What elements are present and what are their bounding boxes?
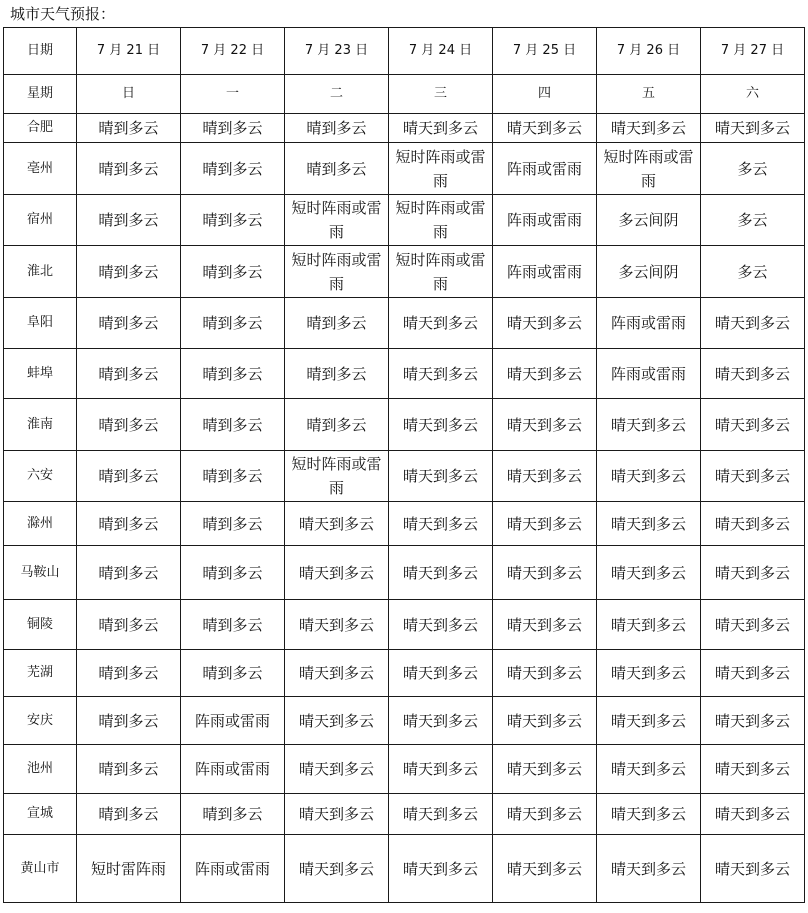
city-name-cell: 宿州 <box>4 195 77 246</box>
forecast-cell: 晴天到多云 <box>701 114 805 143</box>
forecast-cell: 多云间阴 <box>597 195 701 246</box>
forecast-cell: 晴天到多云 <box>701 600 805 650</box>
forecast-cell: 阵雨或雷雨 <box>493 143 597 195</box>
table-row <box>4 114 805 143</box>
forecast-cell: 晴到多云 <box>77 546 181 600</box>
forecast-cell: 阵雨或雷雨 <box>493 246 597 298</box>
forecast-cell: 晴到多云 <box>181 399 285 451</box>
table-row <box>4 349 805 399</box>
weather-forecast-table <box>3 27 805 903</box>
forecast-cell: 晴到多云 <box>77 298 181 349</box>
table-row <box>4 745 805 794</box>
forecast-cell: 晴天到多云 <box>493 835 597 903</box>
forecast-cell: 晴天到多云 <box>389 451 493 502</box>
forecast-cell: 晴天到多云 <box>701 399 805 451</box>
table-row <box>4 697 805 745</box>
city-name-cell: 芜湖 <box>4 650 77 697</box>
city-name-cell: 宣城 <box>4 794 77 835</box>
forecast-cell: 晴天到多云 <box>493 451 597 502</box>
forecast-cell: 晴天到多云 <box>597 697 701 745</box>
forecast-cell: 晴到多云 <box>181 246 285 298</box>
forecast-cell: 晴天到多云 <box>701 650 805 697</box>
forecast-cell: 晴到多云 <box>285 349 389 399</box>
forecast-cell: 阵雨或雷雨 <box>597 298 701 349</box>
weekday-header-label: 星期 <box>4 75 77 114</box>
forecast-cell: 晴到多云 <box>181 794 285 835</box>
date-cell: 7 月 21 日 <box>77 28 181 75</box>
forecast-cell: 晴到多云 <box>77 794 181 835</box>
date-header-label: 日期 <box>4 28 77 75</box>
table-row <box>4 143 805 195</box>
forecast-cell: 晴到多云 <box>285 298 389 349</box>
city-name-cell: 蚌埠 <box>4 349 77 399</box>
forecast-cell: 晴天到多云 <box>389 835 493 903</box>
weekday-cell: 二 <box>285 75 389 114</box>
forecast-cell: 晴到多云 <box>77 502 181 546</box>
forecast-cell: 晴天到多云 <box>285 745 389 794</box>
date-cell: 7 月 26 日 <box>597 28 701 75</box>
forecast-cell: 晴天到多云 <box>389 399 493 451</box>
weekday-cell: 五 <box>597 75 701 114</box>
city-name-cell: 六安 <box>4 451 77 502</box>
forecast-cell: 晴到多云 <box>77 399 181 451</box>
forecast-cell: 晴到多云 <box>77 745 181 794</box>
forecast-cell: 晴天到多云 <box>285 546 389 600</box>
table-row <box>4 502 805 546</box>
forecast-cell: 晴到多云 <box>181 546 285 600</box>
forecast-cell: 晴天到多云 <box>285 600 389 650</box>
forecast-cell: 晴天到多云 <box>285 502 389 546</box>
weekday-cell: 四 <box>493 75 597 114</box>
forecast-cell: 晴到多云 <box>77 114 181 143</box>
city-name-cell: 安庆 <box>4 697 77 745</box>
forecast-cell: 晴天到多云 <box>701 835 805 903</box>
forecast-cell: 晴天到多云 <box>597 745 701 794</box>
date-cell: 7 月 25 日 <box>493 28 597 75</box>
forecast-cell: 多云 <box>701 195 805 246</box>
forecast-cell: 晴到多云 <box>181 349 285 399</box>
forecast-cell: 短时阵雨或雷雨 <box>285 246 389 298</box>
forecast-cell: 晴天到多云 <box>389 600 493 650</box>
forecast-cell: 晴天到多云 <box>597 650 701 697</box>
forecast-cell: 晴到多云 <box>77 246 181 298</box>
forecast-cell: 晴天到多云 <box>493 349 597 399</box>
forecast-cell: 阵雨或雷雨 <box>597 349 701 399</box>
forecast-cell: 晴天到多云 <box>597 114 701 143</box>
date-header-row <box>4 28 805 75</box>
weekday-row <box>4 75 805 114</box>
forecast-cell: 晴天到多云 <box>389 298 493 349</box>
city-name-cell: 铜陵 <box>4 600 77 650</box>
forecast-cell: 晴到多云 <box>285 114 389 143</box>
forecast-cell: 晴天到多云 <box>701 502 805 546</box>
weekday-cell: 三 <box>389 75 493 114</box>
table-row <box>4 399 805 451</box>
forecast-cell: 晴到多云 <box>181 143 285 195</box>
forecast-cell: 晴到多云 <box>77 143 181 195</box>
table-row <box>4 794 805 835</box>
forecast-cell: 阵雨或雷雨 <box>181 697 285 745</box>
forecast-cell: 晴天到多云 <box>389 349 493 399</box>
forecast-cell: 阵雨或雷雨 <box>181 745 285 794</box>
forecast-cell: 晴到多云 <box>77 451 181 502</box>
table-row <box>4 195 805 246</box>
forecast-cell: 晴天到多云 <box>493 745 597 794</box>
forecast-cell: 晴到多云 <box>77 195 181 246</box>
city-name-cell: 马鞍山 <box>4 546 77 600</box>
city-name-cell: 阜阳 <box>4 298 77 349</box>
forecast-cell: 多云 <box>701 143 805 195</box>
forecast-cell: 短时阵雨或雷雨 <box>389 246 493 298</box>
forecast-cell: 晴到多云 <box>181 451 285 502</box>
forecast-cell: 短时阵雨或雷雨 <box>285 195 389 246</box>
forecast-cell: 晴天到多云 <box>701 697 805 745</box>
table-row <box>4 835 805 903</box>
forecast-cell: 晴天到多云 <box>389 546 493 600</box>
city-name-cell: 池州 <box>4 745 77 794</box>
forecast-cell: 晴到多云 <box>181 114 285 143</box>
forecast-cell: 晴到多云 <box>285 399 389 451</box>
forecast-cell: 晴到多云 <box>77 349 181 399</box>
city-name-cell: 淮南 <box>4 399 77 451</box>
forecast-cell: 晴天到多云 <box>597 502 701 546</box>
table-row <box>4 650 805 697</box>
forecast-cell: 晴天到多云 <box>493 600 597 650</box>
city-name-cell: 淮北 <box>4 246 77 298</box>
city-name-cell: 滁州 <box>4 502 77 546</box>
weekday-cell: 一 <box>181 75 285 114</box>
forecast-cell: 晴天到多云 <box>389 697 493 745</box>
forecast-cell: 晴天到多云 <box>493 697 597 745</box>
forecast-cell: 晴天到多云 <box>597 399 701 451</box>
forecast-cell: 晴天到多云 <box>701 794 805 835</box>
forecast-cell: 晴天到多云 <box>597 794 701 835</box>
forecast-cell: 晴天到多云 <box>493 399 597 451</box>
forecast-cell: 晴天到多云 <box>701 298 805 349</box>
forecast-cell: 短时阵雨或雷雨 <box>389 143 493 195</box>
forecast-cell: 晴天到多云 <box>389 114 493 143</box>
forecast-cell: 多云 <box>701 246 805 298</box>
forecast-cell: 晴天到多云 <box>285 794 389 835</box>
forecast-cell: 阵雨或雷雨 <box>181 835 285 903</box>
table-row <box>4 246 805 298</box>
forecast-cell: 晴到多云 <box>77 697 181 745</box>
forecast-cell: 晴到多云 <box>285 143 389 195</box>
forecast-cell: 晴天到多云 <box>493 650 597 697</box>
city-name-cell: 合肥 <box>4 114 77 143</box>
forecast-cell: 晴到多云 <box>181 298 285 349</box>
forecast-cell: 晴天到多云 <box>285 650 389 697</box>
forecast-cell: 晴天到多云 <box>597 546 701 600</box>
forecast-cell: 阵雨或雷雨 <box>493 195 597 246</box>
weekday-cell: 六 <box>701 75 805 114</box>
forecast-cell: 短时阵雨或雷雨 <box>597 143 701 195</box>
forecast-cell: 晴天到多云 <box>701 451 805 502</box>
forecast-cell: 晴天到多云 <box>389 745 493 794</box>
forecast-cell: 晴天到多云 <box>389 502 493 546</box>
forecast-cell: 晴到多云 <box>77 650 181 697</box>
forecast-cell: 晴到多云 <box>181 502 285 546</box>
date-cell: 7 月 23 日 <box>285 28 389 75</box>
forecast-cell: 晴天到多云 <box>597 600 701 650</box>
table-row <box>4 298 805 349</box>
city-name-cell: 亳州 <box>4 143 77 195</box>
table-row <box>4 600 805 650</box>
forecast-cell: 晴天到多云 <box>701 745 805 794</box>
forecast-cell: 晴天到多云 <box>493 546 597 600</box>
forecast-cell: 晴天到多云 <box>493 298 597 349</box>
weekday-cell: 日 <box>77 75 181 114</box>
city-name-cell: 黄山市 <box>4 835 77 903</box>
forecast-cell: 晴天到多云 <box>701 349 805 399</box>
forecast-cell: 晴天到多云 <box>285 835 389 903</box>
forecast-cell: 短时阵雨或雷雨 <box>389 195 493 246</box>
page-caption: 城市天气预报： <box>10 5 116 23</box>
forecast-cell: 短时阵雨或雷雨 <box>285 451 389 502</box>
date-cell: 7 月 24 日 <box>389 28 493 75</box>
forecast-cell: 晴到多云 <box>181 600 285 650</box>
forecast-cell: 晴天到多云 <box>493 114 597 143</box>
table-row <box>4 451 805 502</box>
forecast-cell: 晴天到多云 <box>493 502 597 546</box>
forecast-cell: 多云间阴 <box>597 246 701 298</box>
forecast-cell: 晴到多云 <box>181 650 285 697</box>
forecast-cell: 晴天到多云 <box>389 650 493 697</box>
forecast-cell: 晴天到多云 <box>597 451 701 502</box>
forecast-cell: 短时雷阵雨 <box>77 835 181 903</box>
date-cell: 7 月 22 日 <box>181 28 285 75</box>
date-cell: 7 月 27 日 <box>701 28 805 75</box>
table-row <box>4 546 805 600</box>
forecast-cell: 晴到多云 <box>77 600 181 650</box>
forecast-cell: 晴天到多云 <box>493 794 597 835</box>
forecast-cell: 晴天到多云 <box>701 546 805 600</box>
forecast-cell: 晴天到多云 <box>285 697 389 745</box>
forecast-cell: 晴天到多云 <box>597 835 701 903</box>
forecast-cell: 晴到多云 <box>181 195 285 246</box>
forecast-cell: 晴天到多云 <box>389 794 493 835</box>
